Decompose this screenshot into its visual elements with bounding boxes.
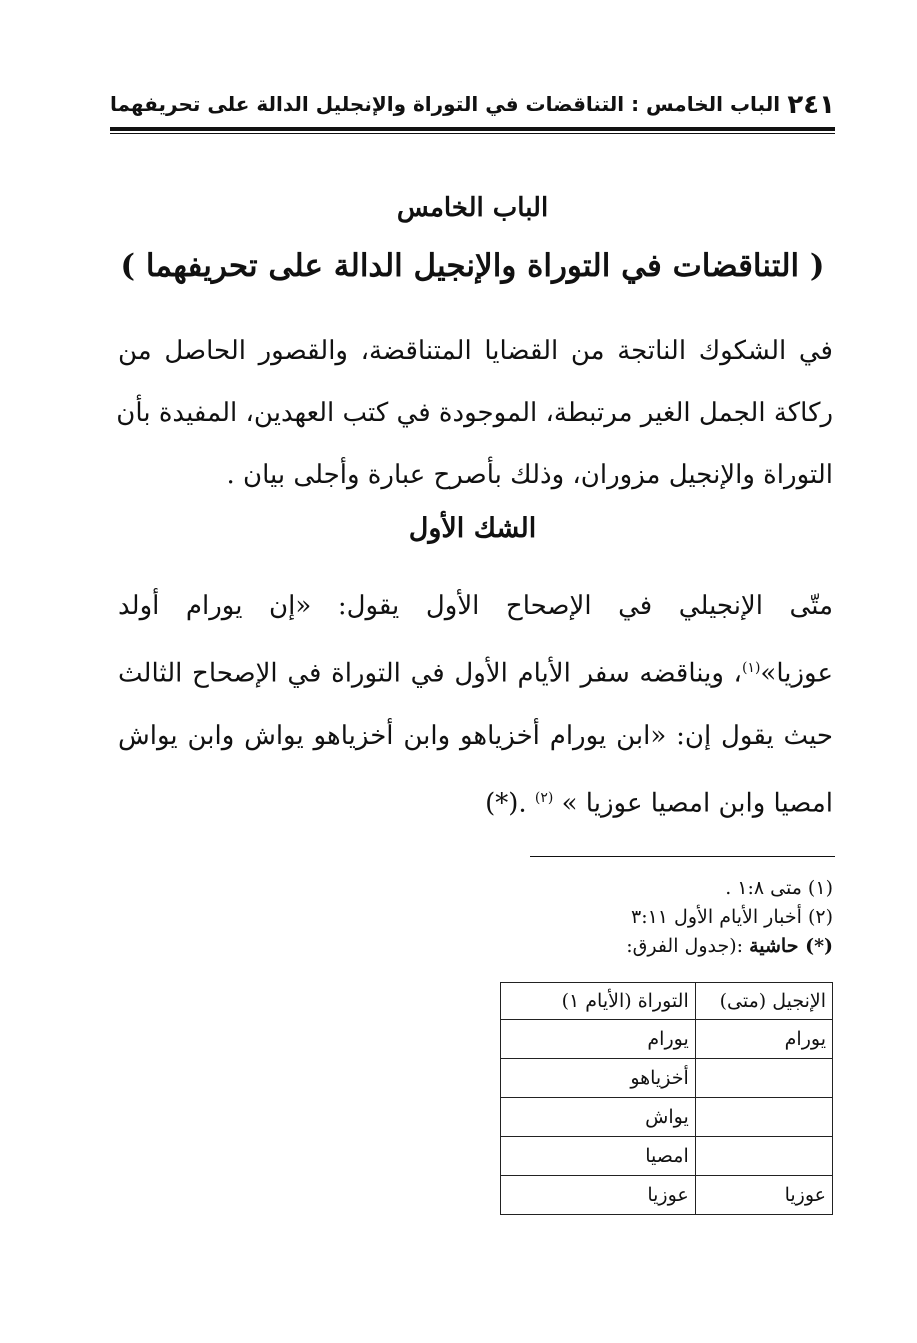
- section-line: [118, 637, 833, 705]
- table-cell: عوزيا: [695, 1176, 832, 1215]
- section-line: [118, 767, 833, 835]
- intro-line: ركاكة الجمل الغير مرتبطة، الموجودة في كتب العهدين، المفيدة بأن: [116, 398, 833, 428]
- difference-table: [500, 982, 833, 1215]
- table-cell: [695, 1098, 832, 1137]
- footnote-2: (٢) أخبار الأيام الأول ٣:١١: [630, 906, 833, 928]
- table-row: [501, 1059, 833, 1098]
- running-title: الباب الخامس : التناقضات في التوراة والإنجليل الدالة على تحريفهما: [110, 92, 781, 116]
- chapter-label: الباب الخامس: [396, 193, 549, 223]
- table-cell: امصيا: [501, 1137, 696, 1176]
- running-header: [110, 90, 835, 126]
- table-header-cell: التوراة (الأيام ١): [501, 983, 696, 1020]
- note-text: :(جدول الفرق:: [626, 935, 750, 957]
- table-cell: [695, 1059, 832, 1098]
- section-paragraph: [118, 575, 833, 834]
- table-header-cell: الإنجيل (متى): [695, 983, 832, 1020]
- header-rule-thick: [110, 127, 835, 131]
- section-heading: الشك الأول: [408, 513, 537, 544]
- page-number: ٢٤١: [787, 90, 835, 120]
- intro-line: التوراة والإنجيل مزوران، وذلك بأصرح عبارة وأجلى بيان .: [226, 460, 833, 490]
- table-cell: يواش: [501, 1098, 696, 1137]
- table-cell: [695, 1137, 832, 1176]
- chapter-title: ( التناقضات في التوراة والإنجيل الدالة على تحريفهما ): [120, 248, 825, 284]
- section-line: حيث يقول إن: «ابن يورام أخزياهو وابن أخزياهو يواش وابن يواش: [118, 720, 833, 751]
- table-row: [501, 1020, 833, 1059]
- note-ref: .(*): [485, 788, 527, 819]
- footnote-note: [500, 932, 833, 961]
- table-row: [501, 1176, 833, 1215]
- table-cell: يورام: [501, 1020, 696, 1059]
- table-cell: عوزيا: [501, 1176, 696, 1215]
- footnotes: [500, 874, 833, 961]
- quote-end: عوزيا»: [760, 658, 833, 689]
- footnote-ref-2: (٢): [534, 789, 554, 806]
- table-row: [501, 1098, 833, 1137]
- intro-line: في الشكوك الناتجة من القضايا المتناقضة، والقصور الحاصل من: [118, 336, 833, 366]
- header-rule-thin: [110, 133, 835, 134]
- section-line: متّى الإنجيلي في الإصحاح الأول يقول: «إن يورام أولد: [118, 591, 833, 621]
- footnote-ref-1: (١): [741, 660, 761, 676]
- table-cell: يورام: [695, 1020, 832, 1059]
- intro-paragraph: [118, 320, 833, 506]
- section-line-text: امصيا وابن امصيا عوزيا »: [561, 788, 833, 819]
- section-line-text: ، ويناقضه سفر الأيام الأول في التوراة في الإصحاح الثالث: [118, 658, 742, 689]
- table-header-row: [501, 983, 833, 1020]
- table-row: [501, 1137, 833, 1176]
- table-cell: أخزياهو: [501, 1059, 696, 1098]
- footnote-separator: [530, 856, 835, 857]
- footnote-1: (١) متى ١:٨ .: [725, 877, 833, 899]
- note-label: (*) حاشية: [749, 935, 833, 957]
